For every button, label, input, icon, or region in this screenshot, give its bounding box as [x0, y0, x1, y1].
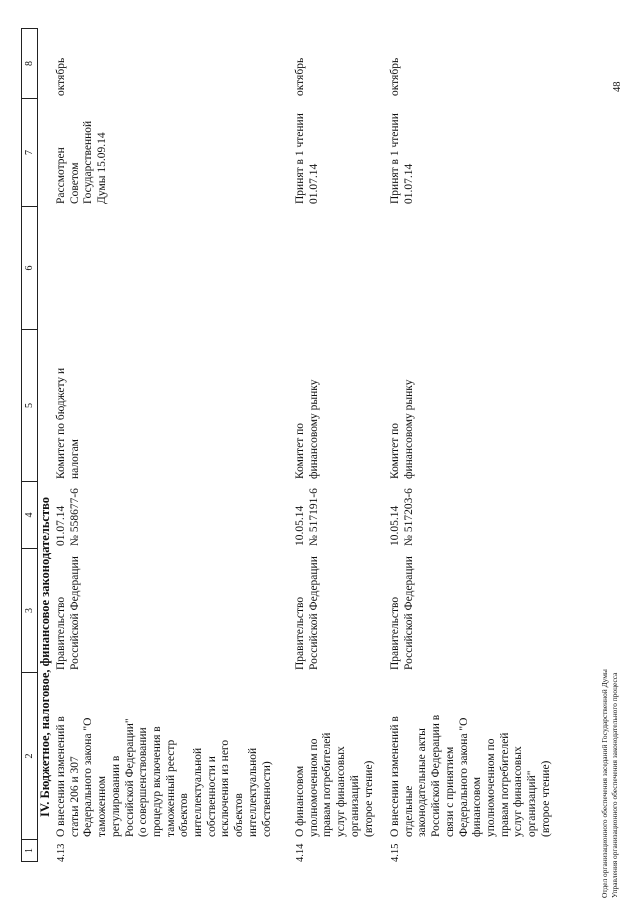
- footer-line: Управления организационного обеспечения законодательного процесса: [609, 672, 619, 898]
- table-row: [55, 28, 274, 862]
- section-title: IV. Бюджетное, налоговое, финансовое законодательство: [38, 496, 52, 817]
- responsible-committee: Комитет по финансовому рынку: [294, 379, 320, 479]
- bill-initiator: Правительство Российской Федерации: [389, 556, 415, 670]
- bill-initiator: Правительство Российской Федерации: [55, 556, 81, 670]
- bill-title: О внесении изменений в отдельные законодательные акты Российской Федерации в связи с принятием Федерального закона "О финансовом уполномоченном по правам потребителей услуг финансовых организаций" (второе чтение): [389, 714, 552, 837]
- column-number-3: 3: [22, 549, 37, 673]
- bill-status: Принят в 1 чтении 01.07.14: [389, 113, 415, 204]
- column-number-7: 7: [22, 99, 37, 207]
- column-number-8: 8: [22, 28, 37, 99]
- planned-month: октябрь: [389, 57, 401, 96]
- column-number-header: [21, 28, 38, 862]
- bill-title: О финансовом уполномоченном по правам потребителей услуг финансовых организаций (второе чтение): [294, 732, 375, 837]
- footer-line: Отдел организационного обеспечения заседаний Государственной Думы: [600, 669, 609, 898]
- row-number: 4.15: [390, 843, 401, 862]
- column-number-6: 6: [22, 207, 37, 330]
- table-row: [389, 28, 553, 862]
- footer-department: [600, 669, 619, 898]
- column-number-1: 1: [22, 840, 37, 862]
- registration-date-number: 10.05.14 № 517203-6: [389, 488, 415, 546]
- planned-month: октябрь: [294, 57, 306, 96]
- page-number: 48: [612, 81, 623, 92]
- planned-month: октябрь: [55, 57, 67, 96]
- responsible-committee: Комитет по бюджету и налогам: [55, 367, 81, 479]
- registration-date-number: 01.07.14 № 558677-6: [55, 488, 81, 546]
- responsible-committee: Комитет по финансовому рынку: [389, 379, 415, 479]
- column-number-4: 4: [22, 482, 37, 549]
- bill-status: Принят в 1 чтении 01.07.14: [294, 113, 320, 204]
- row-number: 4.13: [56, 843, 67, 862]
- bill-status: Рассмотрен Советом Государственной Думы 15.09.14: [55, 120, 109, 204]
- row-number: 4.14: [295, 843, 306, 862]
- column-number-5: 5: [22, 330, 37, 482]
- registration-date-number: 10.05.14 № 517191-6: [294, 488, 320, 546]
- table-row: [294, 28, 376, 862]
- column-number-2: 2: [22, 673, 37, 840]
- bill-title: О внесении изменений в статьи 206 и 307 Федерального закона "О таможенном регулировании в Российской Федерации" (о совершенствовании процедур включения в таможенный реестр объектов интеллектуальной собственности и исключения из него объектов интеллектуальной собственности): [55, 716, 273, 837]
- bill-initiator: Правительство Российской Федерации: [294, 556, 320, 670]
